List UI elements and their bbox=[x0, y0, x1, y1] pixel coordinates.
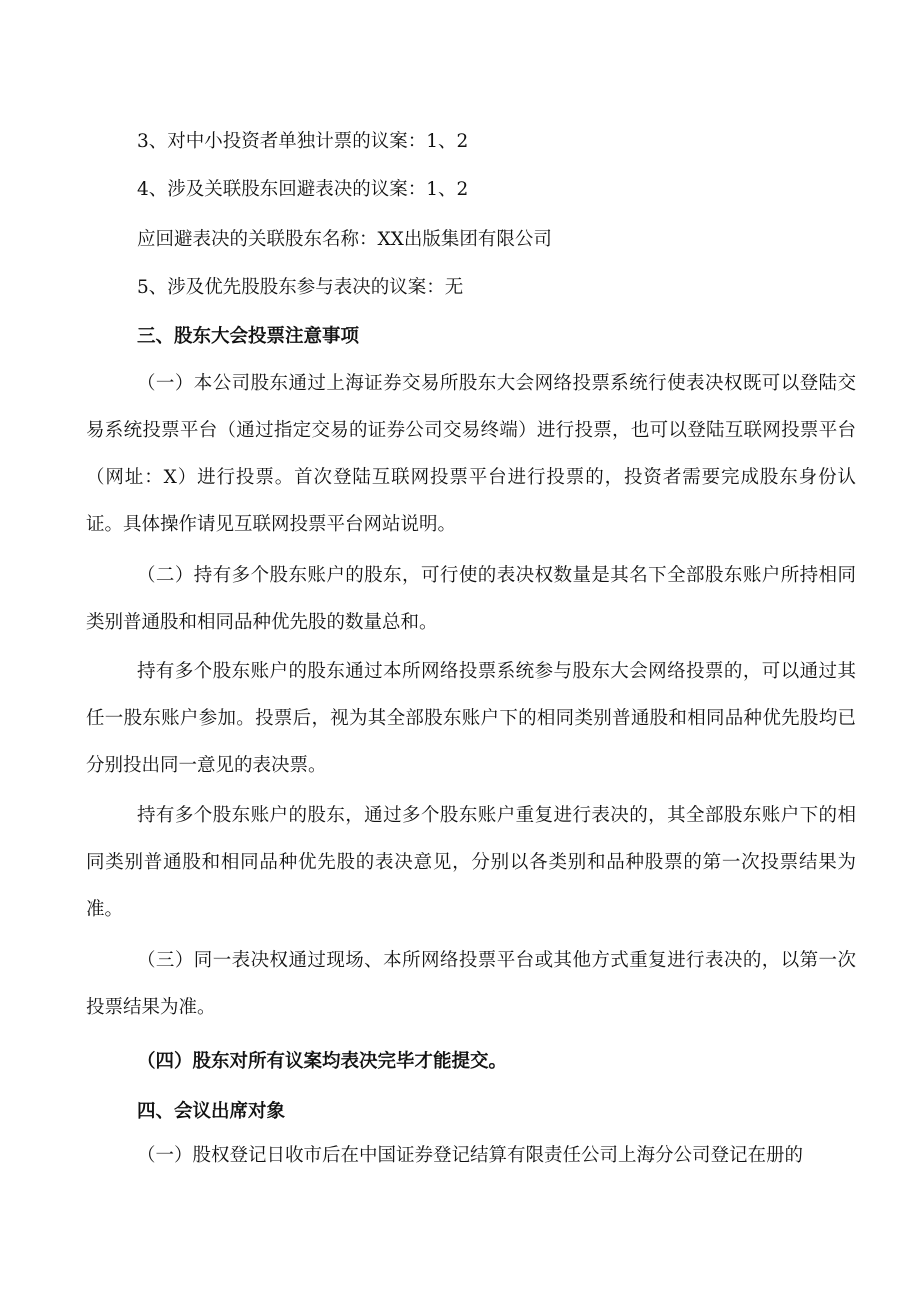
item-5-preferred-share-motions: 5、涉及优先股股东参与表决的议案：无 bbox=[137, 277, 464, 298]
paragraph-submit-all-motions: （四）股东对所有议案均表决完毕才能提交。 bbox=[137, 1051, 508, 1072]
section-3-heading: 三、股东大会投票注意事项 bbox=[137, 326, 360, 347]
item-3-small-investor-motions: 3、对中小投资者单独计票的议案：1、2 bbox=[137, 131, 469, 152]
paragraph-voting-platform: （一）本公司股东通过上海证券交易所股东大会网络投票系统行使表决权既可以登陆交易系统投票平台（通过指定交易的证券公司交易终端）进行投票，也可以登陆互联网投票平台（网址：X）进行投票。首次登陆互联网投票平台进行投票的，投资者需要完成股东身份认证。具体操作请见互联网投票平台网站说明。 bbox=[86, 373, 856, 535]
item-4-related-shareholder-motions: 4、涉及关联股东回避表决的议案：1、2 bbox=[137, 179, 469, 200]
paragraph-multiple-accounts: （二）持有多个股东账户的股东，可行使的表决权数量是其名下全部股东账户所持相同类别普通股和相同品种优先股的数量总和。 bbox=[86, 565, 856, 633]
paragraph-duplicate-votes: 持有多个股东账户的股东，通过多个股东账户重复进行表决的，其全部股东账户下的相同类别普通股和相同品种优先股的表决意见，分别以各类别和品种股票的第一次投票结果为准。 bbox=[86, 805, 856, 920]
paragraph-first-vote-prevails: （三）同一表决权通过现场、本所网络投票平台或其他方式重复进行表决的，以第一次投票结果为准。 bbox=[86, 950, 856, 1018]
section-4-heading: 四、会议出席对象 bbox=[137, 1101, 286, 1122]
related-shareholder-name: 应回避表决的关联股东名称：XX出版集团有限公司 bbox=[137, 229, 552, 250]
paragraph-network-voting: 持有多个股东账户的股东通过本所网络投票系统参与股东大会网络投票的，可以通过其任一股东账户参加。投票后，视为其全部股东账户下的相同类别普通股和相同品种优先股均已分别投出同一意见的表决票。 bbox=[86, 661, 856, 776]
paragraph-attendees: （一）股权登记日收市后在中国证券登记结算有限责任公司上海分公司登记在册的 bbox=[137, 1145, 804, 1166]
